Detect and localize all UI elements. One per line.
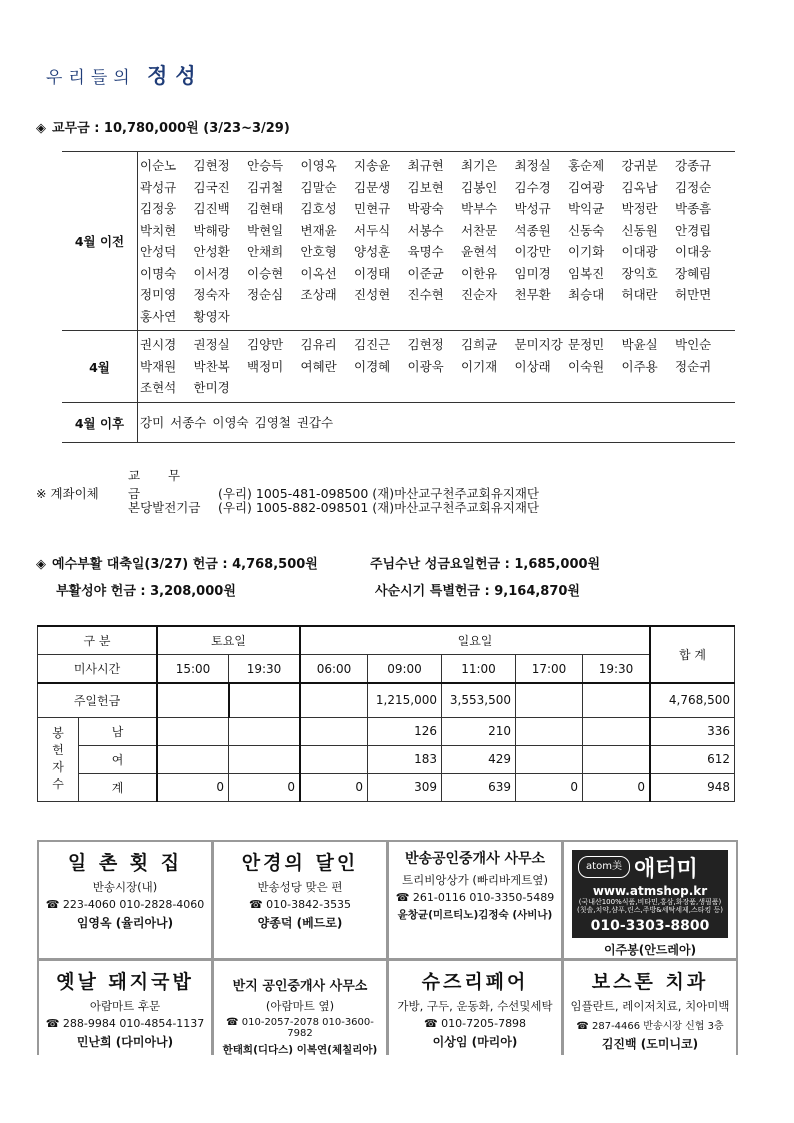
- donor-name: 홍사연: [140, 308, 177, 324]
- cell: [229, 745, 301, 773]
- donor-name: 진순자: [461, 287, 498, 302]
- cell: [229, 717, 301, 745]
- ad-location: 가방, 구두, 운동화, 수선및세탁: [397, 999, 553, 1013]
- donor-name: 김말순: [300, 179, 337, 195]
- cell: [300, 683, 368, 717]
- donor-name: 박정란: [621, 201, 658, 216]
- donor-name: 안승득: [247, 158, 284, 173]
- donor-name: 안호형: [300, 244, 337, 259]
- ad-phone: ☎ 288-9984 010-4854-1137: [45, 1017, 205, 1030]
- donor-name: 김현정: [193, 158, 230, 173]
- cell: [516, 745, 583, 773]
- header-sunday: 일요일: [300, 626, 650, 655]
- header-mass-time: 미사시간: [38, 655, 158, 684]
- donor-name: 이강만: [514, 244, 551, 259]
- donor-name: 진성현: [354, 287, 391, 302]
- cell: 1,215,000: [368, 683, 442, 717]
- donor-name: 임복진: [568, 265, 605, 281]
- donor-name: 김옥남: [621, 179, 658, 195]
- donor-name: 조상래: [300, 287, 337, 302]
- group-label-char: 수: [52, 777, 64, 791]
- ad-name: 안경의 달인: [241, 852, 359, 874]
- donor-name: 김국진: [193, 179, 230, 195]
- group-label-char: 헌: [52, 743, 64, 757]
- donor-name: 이옥선: [300, 265, 337, 281]
- bank-transfer-2: [128, 498, 539, 516]
- donor-name: 김양만: [247, 337, 284, 353]
- donor-name: 박재원: [140, 358, 177, 374]
- donor-name: 권정실: [193, 337, 230, 353]
- cell: 0: [583, 773, 651, 801]
- general-offering-heading: [36, 117, 290, 136]
- donor-name: 김진백: [193, 201, 230, 216]
- donor-name: 박해랑: [193, 222, 230, 238]
- cell-total: 4,768,500: [650, 683, 735, 717]
- ad-item: [39, 842, 211, 958]
- ad-owner: 윤창균(미르티노)김정숙 (사비나): [397, 909, 553, 921]
- cell: [583, 745, 651, 773]
- donor-name: 이영옥: [300, 158, 337, 173]
- group-label-char: 자: [52, 760, 64, 774]
- group-label: [38, 717, 79, 801]
- donor-name: 문정민: [568, 337, 605, 353]
- cell: [300, 745, 368, 773]
- donor-name: 이준균: [407, 265, 444, 281]
- cell: [157, 717, 229, 745]
- donor-name: 박윤실: [621, 337, 658, 353]
- donor-name: 서종수: [170, 414, 207, 430]
- summary-easter: 예수부활 대축일(3/27) 헌금 : 4,768,500원: [52, 557, 318, 572]
- donor-name: 정순귀: [675, 358, 712, 374]
- row-label: 남: [79, 717, 158, 745]
- donor-name: 장익호: [621, 265, 658, 281]
- donor-name: 신동원: [621, 222, 658, 238]
- ad-item: [214, 961, 386, 1057]
- donor-name: 윤현석: [461, 244, 498, 259]
- ad-url: www.atmshop.kr: [592, 884, 708, 898]
- cell: [516, 683, 583, 717]
- donor-name: 이숙원: [568, 358, 605, 374]
- donor-name: 박현일: [247, 222, 284, 238]
- cell: [583, 683, 651, 717]
- donor-name: 이상래: [514, 358, 551, 374]
- ad-item: [389, 961, 561, 1057]
- table-row: [38, 717, 735, 745]
- ad-item: [214, 842, 386, 958]
- ad-item: [389, 842, 561, 958]
- donor-name: 박종흠: [675, 201, 712, 216]
- title-prefix: 우리들의: [46, 68, 136, 88]
- cell: 429: [442, 745, 516, 773]
- donor-name: 안성덕: [140, 244, 177, 259]
- mass-time: 11:00: [442, 655, 516, 684]
- donor-name: 지송윤: [354, 158, 391, 173]
- donor-name: 한미경: [193, 380, 230, 396]
- ad-location: 트리비앙상가 (빠리바게트옆): [402, 873, 548, 887]
- ad-location: 반송성당 맞은 편: [257, 880, 343, 894]
- donor-name: 박성규: [514, 201, 551, 216]
- atomy-logo: atom美: [578, 856, 630, 878]
- donor-period-label: 4월 이전: [62, 152, 138, 331]
- ad-phone: ☎ 010-2057-2078 010-3600-7982: [226, 1017, 374, 1039]
- table-row: [38, 773, 735, 801]
- ad-phone: ☎ 287-4466 반송시장 신협 3층: [576, 1021, 724, 1032]
- donor-name: 안경립: [675, 222, 712, 238]
- cell: 639: [442, 773, 516, 801]
- ad-location: 아람마트 후문: [89, 999, 161, 1013]
- bank-prefix: ※ 계좌이체: [36, 486, 99, 501]
- donor-name: 김유리: [300, 337, 337, 353]
- header-saturday: 토요일: [157, 626, 300, 655]
- donor-name: 김희균: [461, 337, 498, 353]
- donor-name: 안성환: [193, 244, 230, 259]
- donor-table: [62, 151, 735, 443]
- donor-name: 김정순: [675, 179, 712, 195]
- general-offering-label: 교무금 : 10,780,000원 (3/23~3/29): [52, 121, 290, 136]
- donor-name: 임미경: [514, 265, 551, 281]
- atomy-banner: [572, 850, 728, 938]
- donor-name: 정미영: [140, 287, 177, 302]
- donor-name: 정숙자: [193, 287, 230, 302]
- ad-owner: 이상임 (마리아): [432, 1035, 518, 1049]
- ad-location: (아람마트 옆): [265, 999, 335, 1013]
- cell: [583, 717, 651, 745]
- donor-row: [62, 331, 735, 403]
- ad-item: [564, 961, 736, 1057]
- donor-names: [138, 152, 736, 331]
- ad-phone: ☎ 261-0116 010-3350-5489: [395, 891, 555, 904]
- cell: 309: [368, 773, 442, 801]
- donor-row: [62, 403, 735, 443]
- table-row: [38, 683, 735, 717]
- donor-name: 안채희: [247, 244, 284, 259]
- cell: [516, 717, 583, 745]
- cell: 210: [442, 717, 516, 745]
- cell: [157, 683, 229, 717]
- donor-name: 박익균: [568, 201, 605, 216]
- donor-name: 민현규: [354, 201, 391, 216]
- donor-name: 김정웅: [140, 201, 177, 216]
- ad-owner: 이주봉(안드레아): [603, 943, 697, 957]
- donor-name: 홍순제: [568, 158, 605, 173]
- donor-name: 김진근: [354, 337, 391, 353]
- donor-name: 이승현: [247, 265, 284, 281]
- donor-name: 서두식: [354, 222, 391, 238]
- ad-item: [564, 842, 736, 958]
- donor-name: 이광욱: [407, 358, 444, 374]
- donor-name: 최규현: [407, 158, 444, 173]
- donor-name: 이기재: [461, 358, 498, 374]
- cell: 0: [300, 773, 368, 801]
- ad-owner: 민난희 (다미아나): [76, 1035, 174, 1049]
- donor-name: 김문생: [354, 179, 391, 195]
- donor-name: 이대광: [621, 244, 658, 259]
- donor-name: 허만면: [675, 287, 712, 302]
- donor-name: 이한유: [461, 265, 498, 281]
- donor-name: 이순노: [140, 158, 177, 173]
- ad-owner: 양종덕 (베드로): [257, 916, 343, 930]
- ad-name: 반지 공인중개사 사무소: [232, 979, 368, 994]
- donor-name: 이대웅: [675, 244, 712, 259]
- group-label-char: 봉: [52, 726, 64, 740]
- donor-name: 박치현: [140, 222, 177, 238]
- donor-name: 강미: [140, 414, 165, 430]
- row-label: 여: [79, 745, 158, 773]
- cell: [157, 745, 229, 773]
- donor-name: 박광숙: [407, 201, 444, 216]
- ad-products: (국내산100%식품,비타민,홍삼,화장품,생필품) (칫솔,치약,샴푸,린스,주방&세탁세제,스타킹 등): [577, 898, 723, 914]
- donor-name: 문미지강: [514, 337, 563, 353]
- title-main: 정성: [147, 63, 204, 88]
- ad-phone: ☎ 223-4060 010-2828-4060: [45, 898, 205, 911]
- cell: 126: [368, 717, 442, 745]
- donor-name: 강종규: [675, 158, 712, 173]
- ad-grid: [37, 840, 738, 1055]
- donor-name: 권갑수: [296, 414, 334, 430]
- donor-name: 김봉인: [461, 179, 498, 195]
- cell: 183: [368, 745, 442, 773]
- donor-name: 여혜란: [300, 358, 337, 374]
- bank-transfer: [36, 466, 539, 502]
- donor-name: 천무환: [514, 287, 551, 302]
- donor-names: [138, 331, 736, 403]
- donor-name: 이서경: [193, 265, 230, 281]
- donor-name: 최승대: [568, 287, 605, 302]
- ad-phone: ☎ 010-7205-7898: [423, 1017, 527, 1030]
- header-category: 구 분: [38, 626, 158, 655]
- donor-name: 조현석: [140, 380, 177, 396]
- ad-name: 일 촌 횟 집: [67, 852, 183, 874]
- ad-item: [39, 961, 211, 1057]
- ad-location: 임플란트, 레이저치료, 치아미백: [570, 999, 730, 1013]
- cell-total: 336: [650, 717, 735, 745]
- offering-table: [37, 625, 735, 802]
- summary-lent: 사순시기 특별헌금 : 9,164,870원: [375, 584, 580, 599]
- donor-name: 서봉수: [407, 222, 444, 238]
- donor-name: 이기화: [568, 244, 605, 259]
- donor-name: 석종원: [514, 222, 551, 238]
- ad-owner: 한태희(디다스) 이복연(체칠리아): [222, 1044, 378, 1056]
- donor-name: 김여광: [568, 179, 605, 195]
- donor-name: 정순심: [247, 287, 284, 302]
- donor-name: 이명숙: [140, 265, 177, 281]
- ad-location: 반송시장(내): [92, 880, 158, 894]
- summary-a: [36, 553, 318, 572]
- summary-easter-vigil: 부활성야 헌금 : 3,208,000원: [56, 584, 236, 599]
- donor-name: 김호성: [300, 201, 337, 216]
- donor-name: 진수현: [407, 287, 444, 302]
- cell-total: 948: [650, 773, 735, 801]
- cell: 3,553,500: [442, 683, 516, 717]
- donor-name: 변재윤: [300, 222, 337, 238]
- donor-name: 최기은: [461, 158, 498, 173]
- donor-name: 곽성규: [140, 179, 177, 195]
- diamond-icon: ◈: [36, 121, 46, 136]
- donor-name: 강귀분: [621, 158, 658, 173]
- ad-name: 애터미: [634, 857, 698, 882]
- page-title: [46, 60, 204, 90]
- donor-name: 김수경: [514, 179, 551, 195]
- ad-phone: ☎ 010-3842-3535: [248, 898, 352, 911]
- donor-row: [62, 152, 735, 331]
- bank-label: 교 무 금: [128, 468, 193, 501]
- donor-name: 박인순: [675, 337, 712, 353]
- donor-name: 김보현: [407, 179, 444, 195]
- donor-name: 백정미: [247, 358, 284, 374]
- donor-period-label: 4월 이후: [62, 403, 138, 443]
- donor-name: 이경혜: [354, 358, 391, 374]
- bank-account: (우리) 1005-882-098501 (재)마산교구천주교회유지재단: [218, 500, 539, 515]
- summary-good-friday: 주님수난 성금요일헌금 : 1,685,000원: [370, 557, 601, 572]
- table-row: [38, 745, 735, 773]
- row-label: 계: [79, 773, 158, 801]
- mass-time: 06:00: [300, 655, 368, 684]
- donor-name: 김귀철: [247, 179, 284, 195]
- donor-name: 박찬복: [193, 358, 230, 374]
- donor-name: 최정실: [514, 158, 551, 173]
- ad-owner: 임영옥 (율리아나): [76, 916, 174, 930]
- diamond-icon: ◈: [36, 557, 46, 572]
- donor-name: 장혜림: [675, 265, 712, 281]
- ad-phone: 010-3303-8800: [590, 918, 710, 934]
- cell: 0: [516, 773, 583, 801]
- donor-name: 서찬문: [461, 222, 498, 238]
- donor-names: [138, 403, 736, 443]
- bank-account: (우리) 1005-481-098500 (재)마산교구천주교회유지재단: [218, 486, 539, 501]
- ad-name: 슈즈리페어: [421, 971, 529, 993]
- donor-name: 김현태: [247, 201, 284, 216]
- ad-owner: 김진백 (도미니코): [601, 1037, 699, 1051]
- bank-label: 본당발전기금: [128, 500, 201, 515]
- cell: [300, 717, 368, 745]
- cell: 0: [229, 773, 301, 801]
- cell: 0: [157, 773, 229, 801]
- donor-name: 육명수: [407, 244, 444, 259]
- ad-name: 반송공인중개사 사무소: [404, 851, 546, 867]
- donor-name: 황영자: [193, 308, 230, 324]
- donor-name: 허대란: [621, 287, 658, 302]
- donor-name: 김영철: [254, 414, 291, 430]
- cell: [229, 683, 301, 717]
- mass-time: 15:00: [157, 655, 229, 684]
- donor-name: 박부수: [461, 201, 498, 216]
- donor-name: 신동숙: [568, 222, 605, 238]
- donor-name: 이영숙: [212, 414, 249, 430]
- donor-name: 김현정: [407, 337, 444, 353]
- donor-name: 권시경: [140, 337, 177, 353]
- donor-period-label: 4월: [62, 331, 138, 403]
- donor-name: 이주용: [621, 358, 658, 374]
- donor-name: 이정태: [354, 265, 391, 281]
- mass-time: 19:30: [583, 655, 651, 684]
- cell-total: 612: [650, 745, 735, 773]
- mass-time: 09:00: [368, 655, 442, 684]
- ad-name: 보스톤 치과: [591, 971, 709, 993]
- donor-name: 양성훈: [354, 244, 391, 259]
- mass-time: 19:30: [229, 655, 301, 684]
- mass-time: 17:00: [516, 655, 583, 684]
- header-total: 합 계: [650, 626, 735, 683]
- ad-name: 옛날 돼지국밥: [56, 971, 194, 993]
- row-label: 주일헌금: [38, 683, 158, 717]
